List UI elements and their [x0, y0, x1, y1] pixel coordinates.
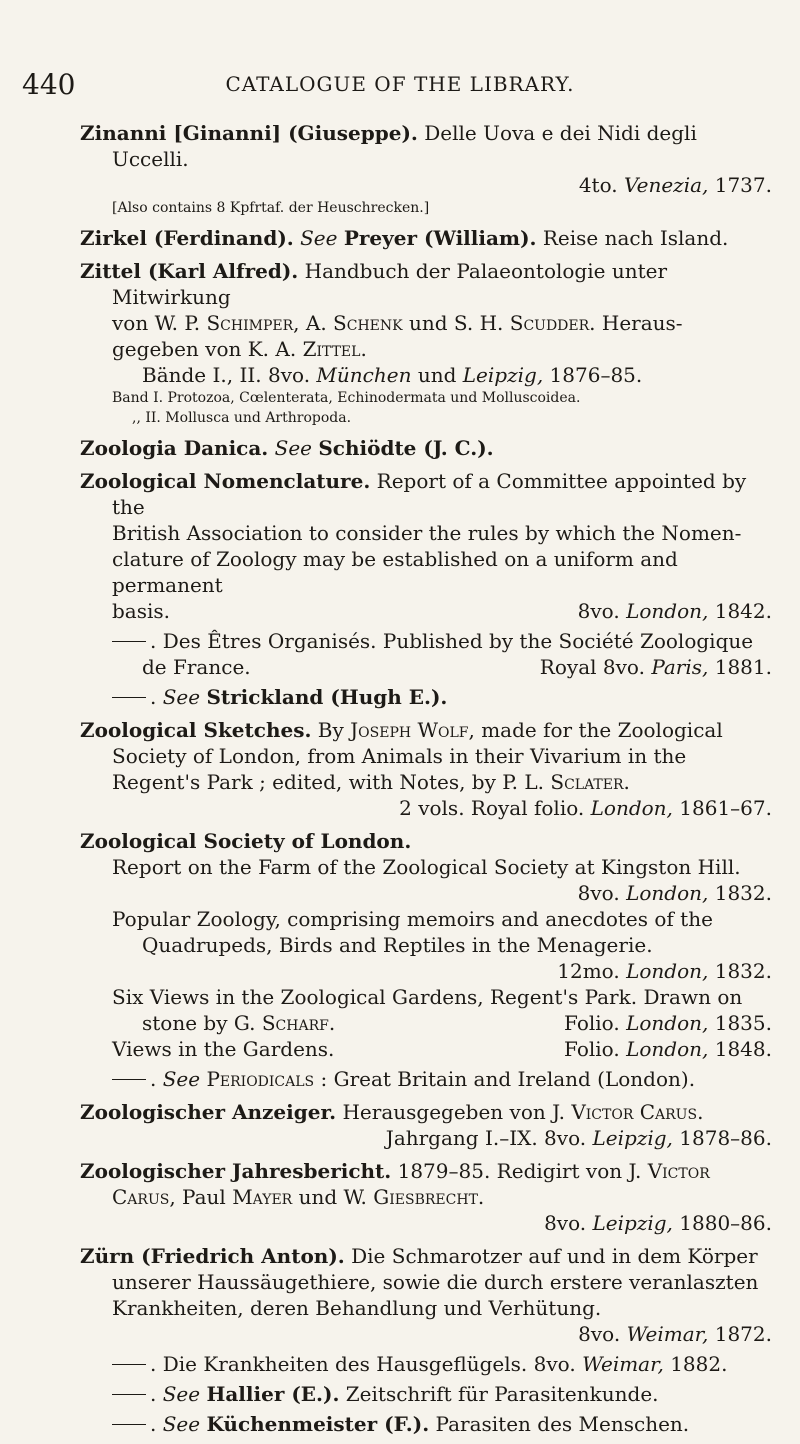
repeat-dash: [112, 641, 146, 642]
cross-reference: Schiödte (J. C.).: [318, 436, 494, 460]
repeat-dash: [112, 1364, 146, 1365]
cross-reference: Strickland (Hugh E.).: [206, 685, 448, 709]
entry-zoologia-danica: Zoologia Danica. See Schiödte (J. C.).: [80, 436, 494, 460]
repeat-dash: [112, 697, 146, 698]
entry-heading: Zoologia Danica.: [80, 436, 269, 460]
entry-heading: Zoological Sketches.: [80, 718, 312, 742]
entry-zirkel: Zirkel (Ferdinand). See Preyer (William). Reise nach Island.: [80, 226, 729, 250]
sub-entry: . Die Krankheiten des Hausgeflügels. 8vo. Weimar, 1882.: [80, 1351, 772, 1377]
work-title: Views in the Gardens.: [112, 1037, 335, 1061]
running-head: CATALOGUE OF THE LIBRARY.: [225, 72, 575, 96]
entry-zoologischer-jahresbericht: Zoologischer Jahresbericht. 1879–85. Redigirt von J. Victor Carus, Paul Mayer und W. Giesbrecht. 8vo. Leipzig, 1880–86.: [80, 1159, 772, 1235]
entry-zinanni: Zinanni [Ginanni] (Giuseppe). Delle Uova e dei Nidi degli Uccelli. 4to. Venezia, 1737. [Also contains 8 Kpfrtaf. der Heuschrecken.]: [80, 121, 772, 216]
entry-zoological-sketches: Zoological Sketches. By Joseph Wolf, made for the Zoological Society of London, from Animals in their Vivarium in the Regent's Park ; edited, with Notes, by P. L. Sclater. 2 vols. Royal folio. London, 1861–67.: [80, 718, 772, 820]
entry-heading: Zürn (Friedrich Anton).: [80, 1244, 345, 1268]
work-title: Popular Zoology, comprising memoirs and anecdotes of the: [112, 907, 713, 931]
page-number: 440: [22, 68, 76, 101]
repeat-dash: [112, 1424, 146, 1425]
repeat-dash: [112, 1079, 146, 1080]
entry-heading: Zirkel (Ferdinand).: [80, 226, 294, 250]
sub-entry: . See Hallier (E.). Zeitschrift für Parasitenkunde.: [80, 1381, 772, 1407]
sub-entry: . See Küchenmeister (F.). Parasiten des Menschen.: [80, 1411, 772, 1437]
page-header: [0, 0, 800, 110]
entry-zoological-society: Zoological Society of London. Report on the Farm of the Zoological Society at Kingston Hill. 8vo. London, 1832. Popular Zoology, comprising memoirs and anecdotes of the Quadrupeds, Birds and Reptiles in the Menagerie. 12mo. London, 1832. Six Views in the Zoological Gardens, Regent's Park. Drawn on stone by G. Scharf. Folio. London, 1835. Views in the Gardens. Folio. London, 1848. . See Periodicals : Great Britain and Ireland (London).: [80, 829, 772, 1091]
cross-reference: Küchenmeister (F.).: [206, 1412, 430, 1436]
cross-reference: Preyer (William).: [343, 226, 537, 250]
entry-heading: Zittel (Karl Alfred).: [80, 259, 299, 283]
entry-note: [Also contains 8 Kpfrtaf. der Heuschrecken.]: [112, 200, 430, 216]
entry-zittel: Zittel (Karl Alfred). Handbuch der Palaeontologie unter Mitwirkung von W. P. Schimper, A. Schenk und S. H. Scudder. Heraus- gegeben von K. A. Zittel. Bände I., II. 8vo. München und Leipzig, 1876–85. Band I. Protozoa, Cœlenterata, Echinodermata und Molluscoidea. ,, II. Mollusca und Arthropoda.: [80, 258, 772, 428]
entry-note: Band I. Protozoa, Cœlenterata, Echinodermata und Molluscoidea.: [112, 390, 581, 406]
entry-heading: Zoological Nomenclature.: [80, 469, 371, 493]
entry-note: ,, II. Mollusca und Arthropoda.: [132, 410, 352, 426]
entry-zurn: Zürn (Friedrich Anton). Die Schmarotzer auf und in dem Körper unserer Haussäugethiere, sowie die durch erstere veranlaszten Krankheiten, deren Behandlung und Verhütung. 8vo. Weimar, 1872. . Die Krankheiten des Hausgeflügels. 8vo. Weimar, 1882. . See Hallier (E.). Zeitschrift für Parasitenkunde. . See Küchenmeister (F.). Parasiten des Menschen.: [80, 1244, 772, 1436]
entry-zoological-nomenclature: Zoological Nomenclature. Report of a Committee appointed by the British Association to consider the rules by which the Nomen- clature of Zoology may be established on a uniform and permanent basis. 8vo. London, 1842. . Des Êtres Organisés. Published by the Société Zoologique de France. Royal 8vo. Paris, 1881. . See Strickland (Hugh E.).: [80, 469, 772, 709]
cross-reference: Hallier (E.).: [206, 1382, 340, 1406]
entry-heading: Zoological Society of London.: [80, 829, 412, 853]
repeat-dash: [112, 1394, 146, 1395]
imprint-year: 1737.: [714, 173, 772, 197]
entry-heading: Zinanni [Ginanni] (Giuseppe).: [80, 121, 418, 145]
imprint-place: Venezia,: [624, 173, 709, 197]
entry-heading: Zoologischer Anzeiger.: [80, 1100, 337, 1124]
catalogue-entries: [80, 120, 772, 1444]
entry-heading: Zoologischer Jahresbericht.: [80, 1159, 392, 1183]
work-title: Six Views in the Zoological Gardens, Regent's Park. Drawn on: [112, 985, 743, 1009]
sub-entry: . Des Êtres Organisés. Published by the Société Zoologique: [80, 628, 772, 654]
entry-zoologischer-anzeiger: Zoologischer Anzeiger. Herausgegeben von J. Victor Carus. Jahrgang I.–IX. 8vo. Leipzig, 1878–86.: [80, 1100, 772, 1150]
entry-title: Delle Uova e dei Nidi degli Uccelli.: [112, 121, 697, 171]
sub-entry: . See Periodicals : Great Britain and Ireland (London).: [80, 1066, 772, 1092]
cross-reference: Periodicals: [206, 1067, 315, 1091]
sub-entry: . See Strickland (Hugh E.).: [80, 684, 772, 710]
work-title: Report on the Farm of the Zoological Society at Kingston Hill.: [112, 855, 741, 879]
